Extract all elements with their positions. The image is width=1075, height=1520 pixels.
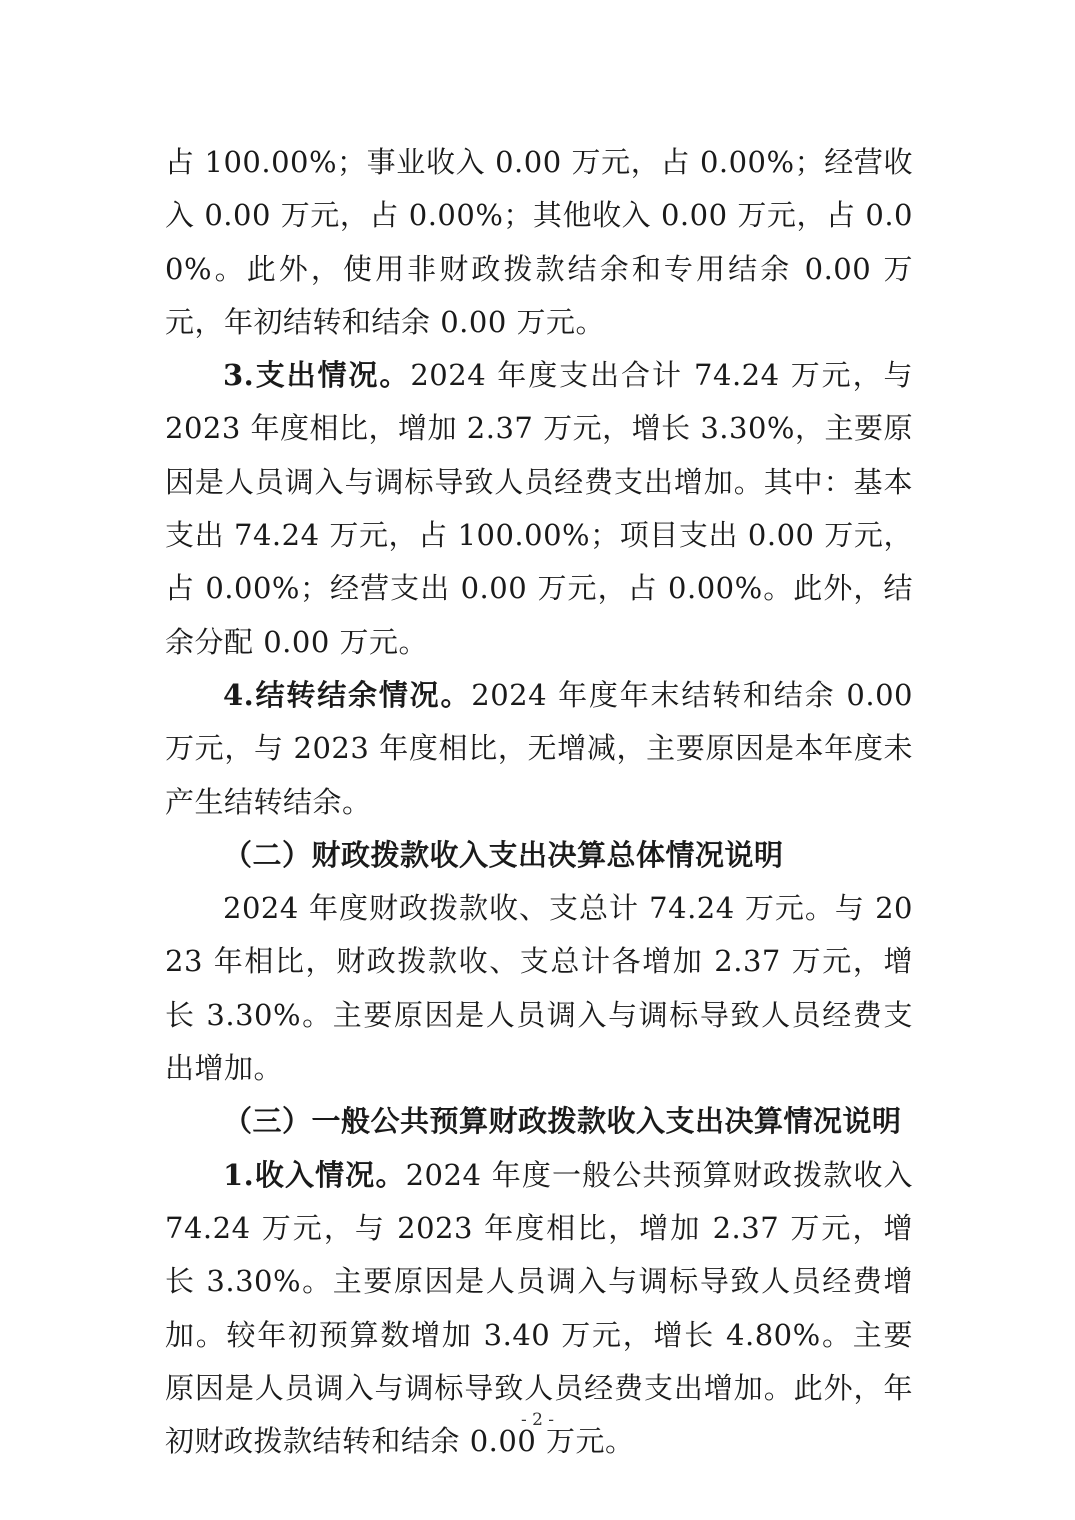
paragraph-text: 2024 年度年末结转和结余 0.00 万元，与 2023 年度相比，无增减，主要原因是本年度未产生结转结余。 bbox=[165, 677, 913, 819]
paragraph-expenditure bbox=[165, 349, 913, 669]
paragraph-lead: 1.收入情况。 bbox=[223, 1157, 406, 1192]
paragraph-section-2: 2024 年度财政拨款收、支总计 74.24 万元。与 2023 年相比，财政拨款收、支总计各增加 2.37 万元，增长 3.30%。主要原因是人员调入与调标导致人员经费支出增加。 bbox=[165, 891, 913, 1086]
paragraph-carryover bbox=[165, 669, 913, 829]
section-heading-2: （二）财政拨款收入支出决算总体情况说明 bbox=[223, 837, 784, 872]
paragraph-text: 2024 年度一般公共预算财政拨款收入 74.24 万元，与 2023 年度相比，增加 2.37 万元，增长 3.30%。主要原因是人员调入与调标导致人员经费增加。较年初预算数增加 3.40 万元，增长 4.80%。主要原因是人员调入与调标导致人员经费支出增加。此外，年初财政拨款结转和结余 0.00 万元。 bbox=[165, 1157, 913, 1459]
page-number: - 2 - bbox=[520, 1410, 555, 1430]
paragraph-text: 2024 年度支出合计 74.24 万元，与 2023 年度相比，增加 2.37 万元，增长 3.30%，主要原因是人员调入与调标导致人员经费支出增加。其中：基本支出 74.24 万元，占 100.00%；项目支出 0.00 万元，占 0.00%；经营支出 0.00 万元，占 0.00%。此外，结余分配 0.00 万元。 bbox=[165, 358, 913, 659]
paragraph-text: 占 100.00%；事业收入 0.00 万元，占 0.00%；经营收入 0.00 万元，占 0.00%；其他收入 0.00 万元，占 0.00%。此外，使用非财政拨款结余和专用结余 0.00 万元，年初结转和结余 0.00 万元。 bbox=[165, 145, 913, 339]
paragraph-lead: 3.支出情况。 bbox=[223, 358, 411, 393]
section-heading-3: （三）一般公共预算财政拨款收入支出决算情况说明 bbox=[223, 1104, 902, 1139]
paragraph-income-continued bbox=[165, 136, 913, 349]
document-page bbox=[165, 136, 913, 1468]
paragraph-lead: 4.结转结余情况。 bbox=[223, 677, 472, 712]
